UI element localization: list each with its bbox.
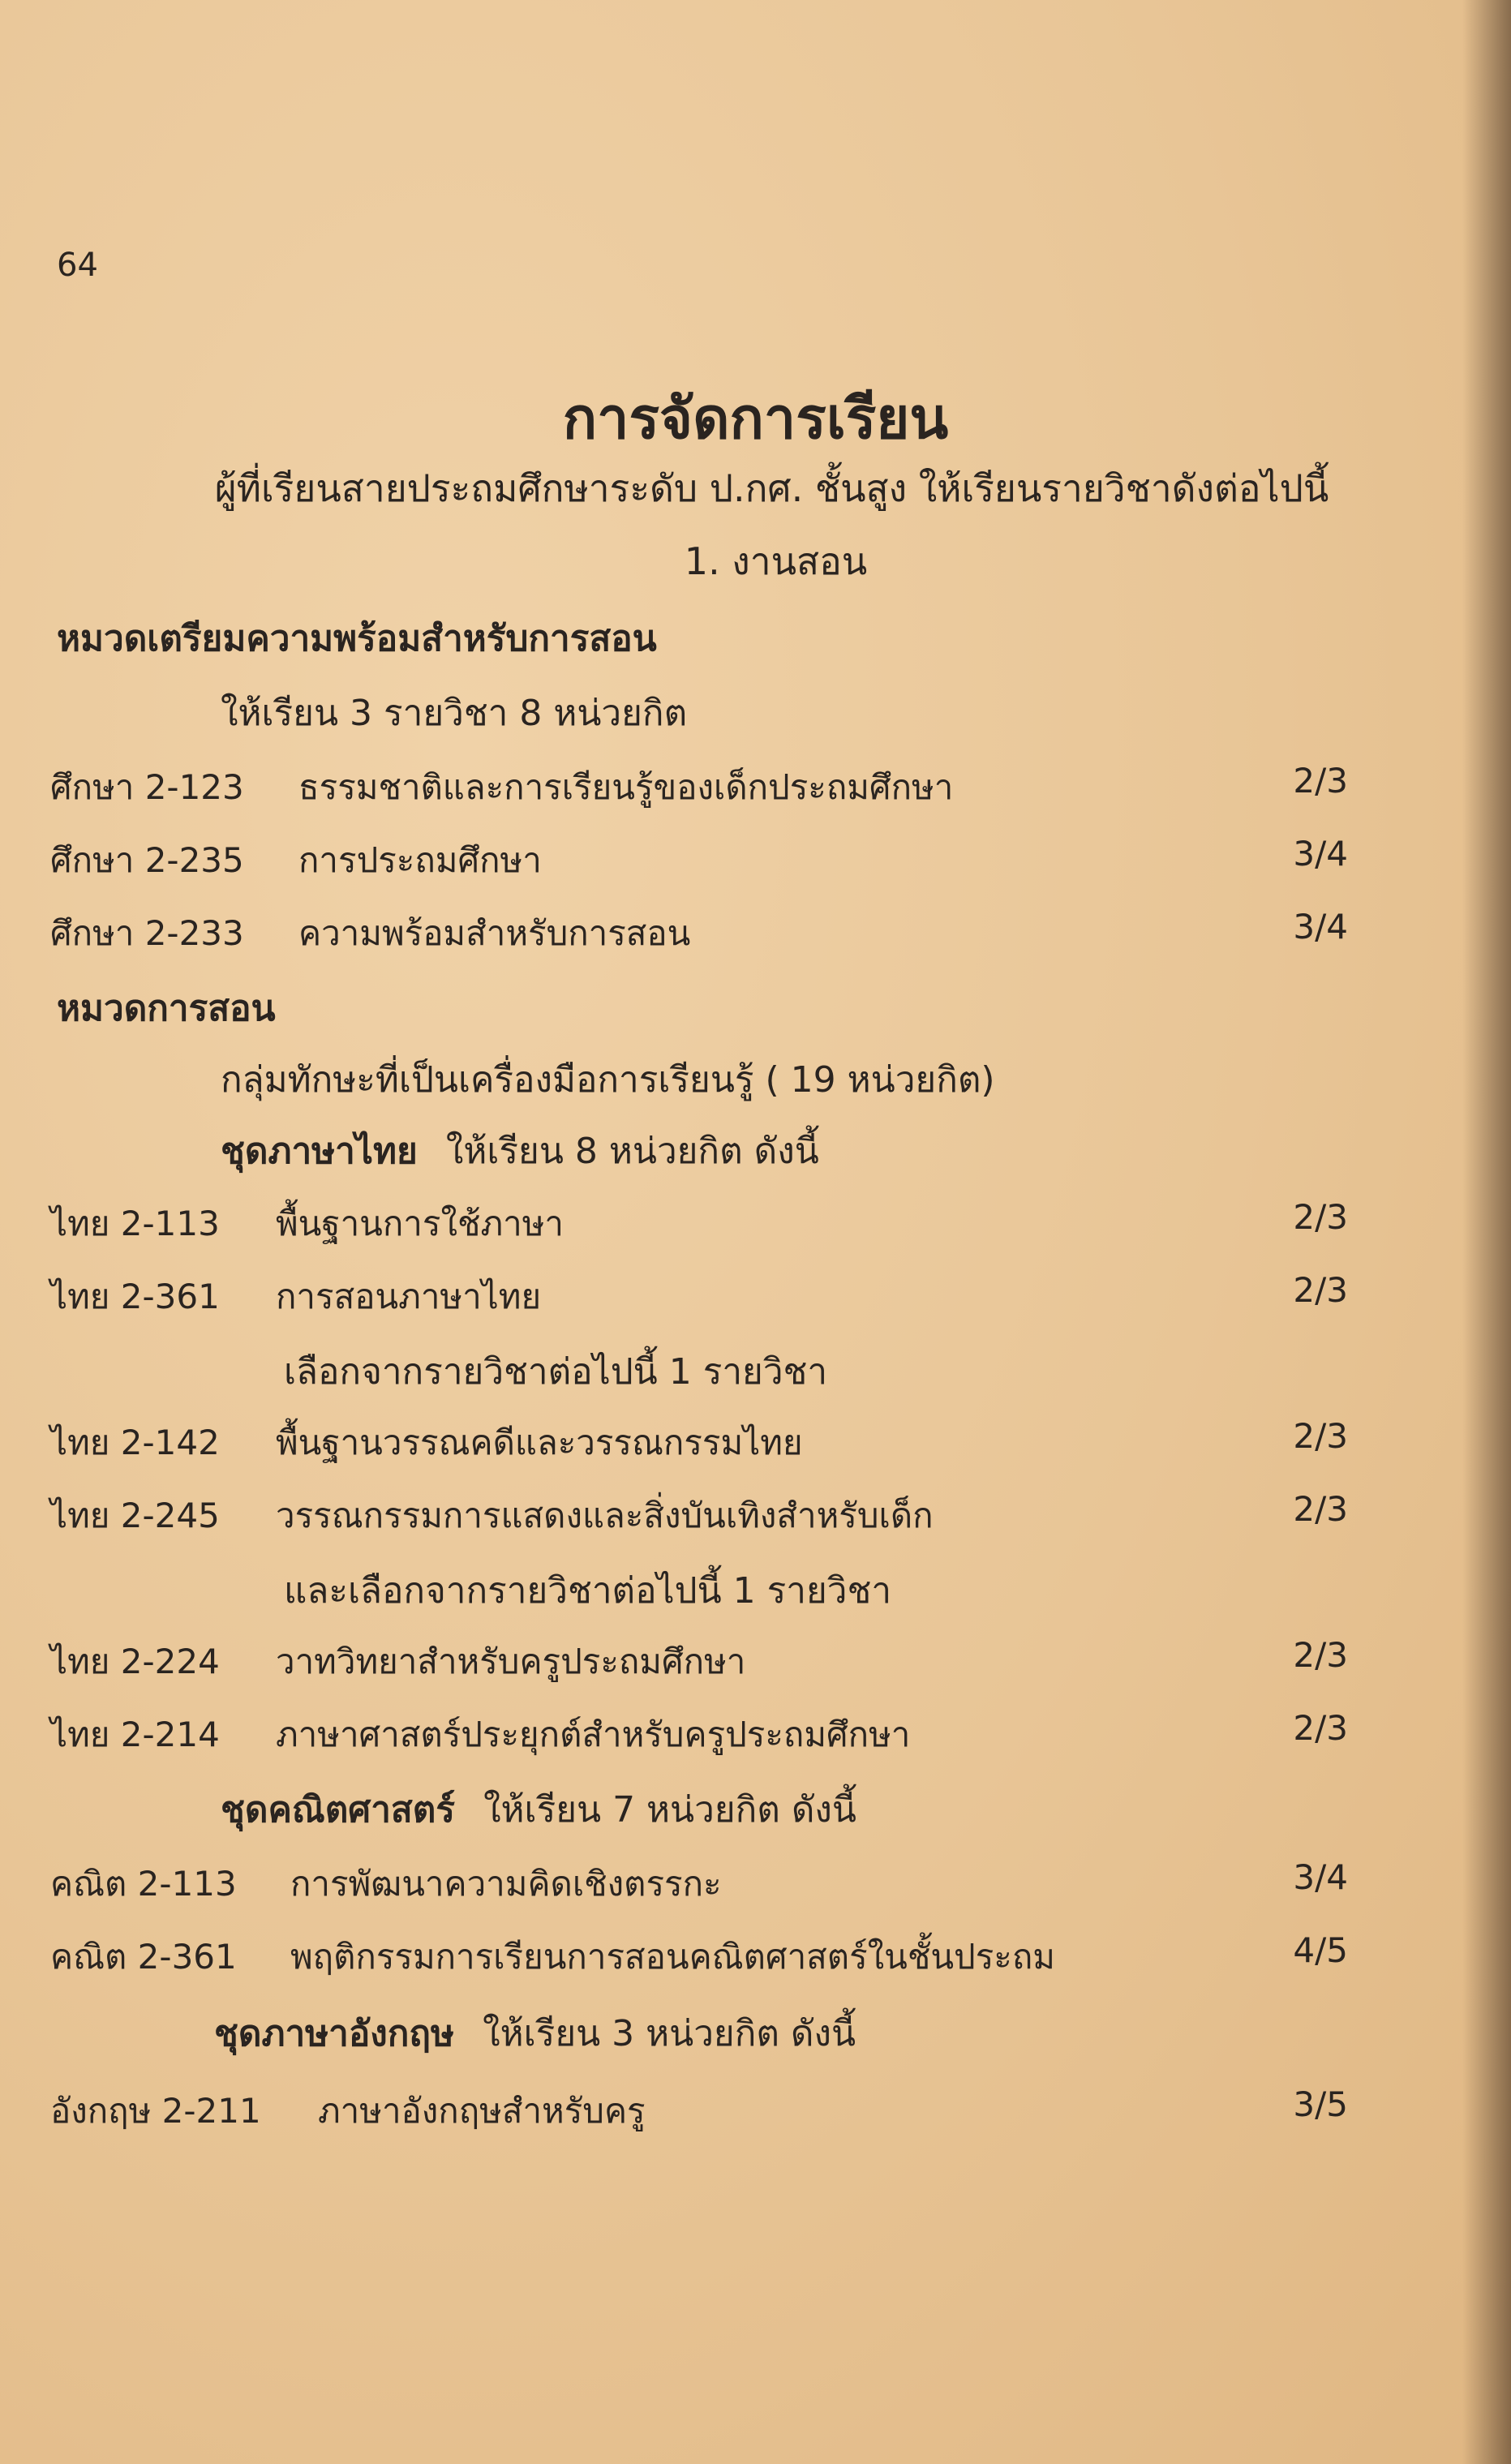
course-title: พื้นฐานวรรณคดีและวรรณกรรมไทย [276,1423,803,1462]
page-title: การจัดการเรียน [562,385,949,452]
course-credit: 3/4 [1293,834,1348,874]
subgroup-heading: ชุดคณิตศาสตร์ [221,1789,455,1831]
course-title: พื้นฐานการใช้ภาษา [276,1204,564,1243]
course-credit: 2/3 [1293,1708,1348,1748]
course-credit: 2/3 [1293,1635,1348,1675]
course-title: พฤติกรรมการเรียนการสอนคณิตศาสตร์ในชั้นประถม [290,1937,1055,1977]
subgroup-thai [221,1123,819,1179]
course-code: ศึกษา 2-233 [50,913,244,953]
course-row [50,1635,1348,1684]
course-credit: 2/3 [1293,1489,1348,1529]
course-code: คณิต 2-361 [50,1937,237,1977]
page-number: 64 [57,247,98,284]
course-code: ศึกษา 2-235 [50,840,244,880]
course-row [50,1930,1348,1979]
choose-note: และเลือกจากรายวิชาต่อไปนี้ 1 รายวิชา [284,1570,892,1612]
course-row [50,907,1348,955]
course-code: ศึกษา 2-123 [50,767,244,807]
course-code: คณิต 2-113 [50,1864,237,1904]
intro-text: ผู้ที่เรียนสายประถมศึกษาระดับ ป.กศ. ชั้นสูง ให้เรียนรายวิชาดังต่อไปนี้ [214,466,1329,510]
course-code: ไทย 2-142 [50,1423,220,1462]
prep-note: ให้เรียน 3 รายวิชา 8 หน่วยกิต [221,693,688,734]
course-credit: 3/5 [1293,2084,1348,2124]
course-credit: 4/5 [1293,1930,1348,1970]
subgroup-math [221,1781,856,1838]
course-credit: 2/3 [1293,1270,1348,1310]
course-row [50,2084,1348,2133]
course-credit: 2/3 [1293,761,1348,801]
course-code: ไทย 2-214 [50,1715,220,1754]
course-code: ไทย 2-361 [50,1277,220,1316]
course-title: ความพร้อมสำหรับการสอน [298,913,691,953]
course-title: ภาษาอังกฤษสำหรับครู [318,2091,646,2131]
course-row [50,1857,1348,1906]
course-credit: 2/3 [1293,1416,1348,1456]
course-row [50,761,1348,809]
category-heading-teaching: หมวดการสอน [57,988,276,1029]
subgroup-english [214,2005,856,2062]
course-code: อังกฤษ 2-211 [50,2091,261,2131]
course-title: การประถมศึกษา [298,840,542,880]
course-row [50,834,1348,882]
course-title: วาทวิทยาสำหรับครูประถมศึกษา [276,1642,746,1681]
choose-note: เลือกจากรายวิชาต่อไปนี้ 1 รายวิชา [284,1351,828,1393]
course-row [50,1197,1348,1246]
course-code: ไทย 2-224 [50,1642,220,1681]
course-credit: 2/3 [1293,1197,1348,1237]
course-credit: 3/4 [1293,1857,1348,1897]
course-credit: 3/4 [1293,907,1348,947]
course-row [50,1489,1348,1538]
course-title: ภาษาศาสตร์ประยุกต์สำหรับครูประถมศึกษา [276,1715,911,1754]
subgroup-heading: ชุดภาษาอังกฤษ [214,2013,455,2054]
section-heading: 1. งานสอน [684,539,868,583]
course-title: ธรรมชาติและการเรียนรู้ของเด็กประถมศึกษา [298,767,954,807]
course-row [50,1708,1348,1757]
skills-group-heading: กลุ่มทักษะที่เป็นเครื่องมือการเรียนรู้ ( 19 หน่วยกิต) [221,1059,995,1101]
course-code: ไทย 2-245 [50,1496,220,1535]
course-title: การพัฒนาความคิดเชิงตรรกะ [290,1864,722,1904]
category-heading-prep: หมวดเตรียมความพร้อมสำหรับการสอน [57,618,657,659]
subgroup-note: ให้เรียน 8 หน่วยกิต ดังนี้ [445,1131,819,1172]
subgroup-heading: ชุดภาษาไทย [221,1131,418,1172]
course-row [50,1416,1348,1465]
course-code: ไทย 2-113 [50,1204,220,1243]
course-row [50,1270,1348,1319]
course-title: วรรณกรรมการแสดงและสิ่งบันเทิงสำหรับเด็ก [276,1496,934,1535]
subgroup-note: ให้เรียน 3 หน่วยกิต ดังนี้ [483,2013,856,2054]
course-title: การสอนภาษาไทย [276,1277,542,1316]
subgroup-note: ให้เรียน 7 หน่วยกิต ดังนี้ [483,1789,856,1831]
